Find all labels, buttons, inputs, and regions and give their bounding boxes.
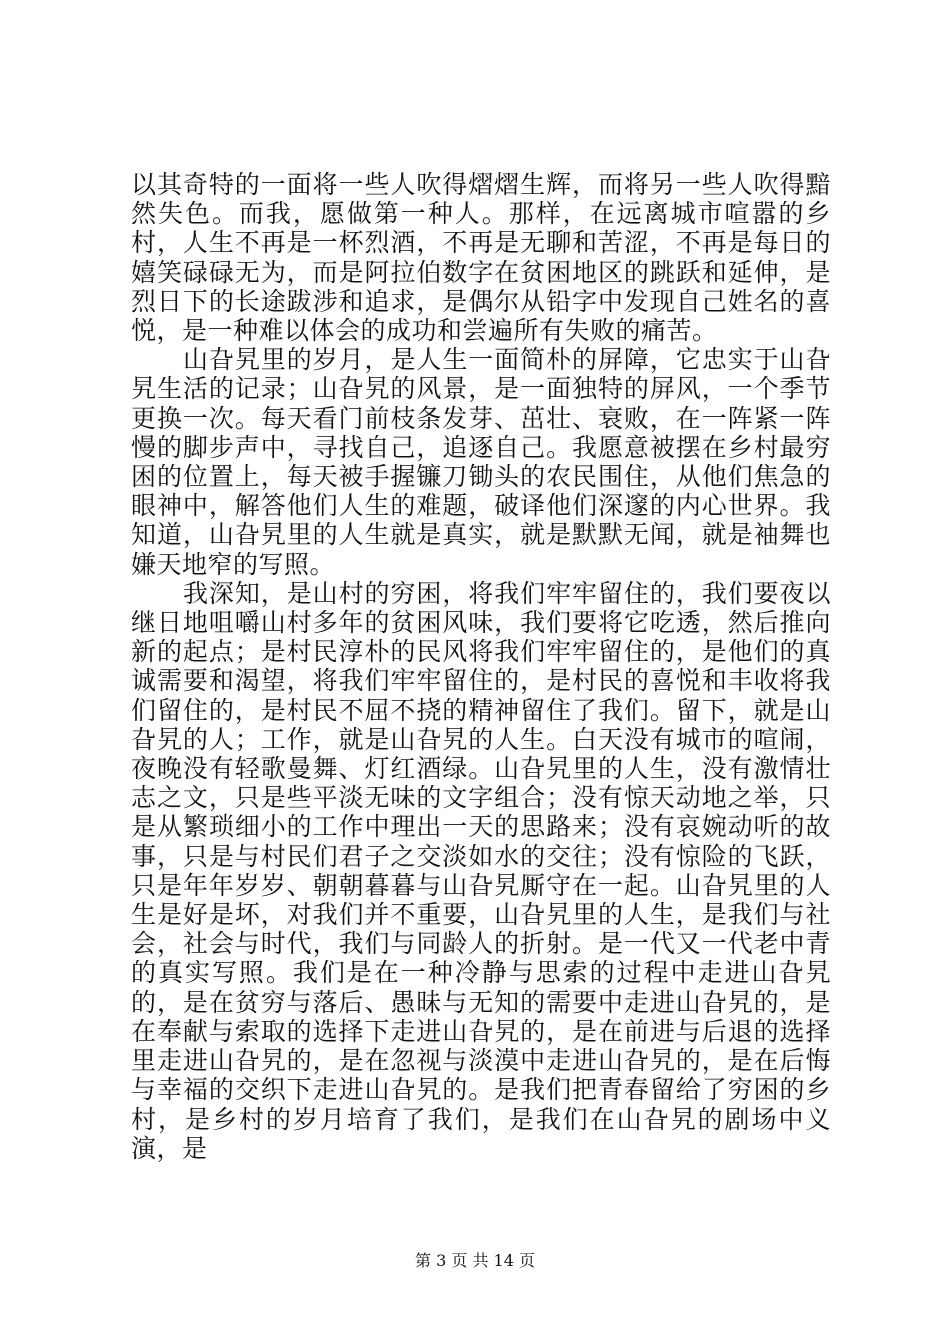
body-text [131, 170, 831, 1163]
page-footer: 第 3 页 共 14 页 [415, 1251, 535, 1270]
paragraph-1: 以其奇特的一面将一些人吹得熠熠生辉，而将另一些人吹得黯然失色。而我，愿做第一种人。那样，在远离城市喧嚣的乡村，人生不再是一杯烈酒，不再是无聊和苦涩，不再是每日的嬉笑碌碌无为，而是阿拉伯数字在贫困地区的跳跃和延伸，是烈日下的长途跋涉和追求，是偶尔从铅字中发现自己姓名的喜悦，是一种难以体会的成功和尝遍所有失败的痛苦。 [131, 170, 831, 346]
paragraph-3: 我深知，是山村的穷困，将我们牢牢留住的，我们要夜以继日地咀嚼山村多年的贫困风味，我们要将它吃透，然后推向新的起点；是村民淳朴的民风将我们牢牢留住的，是他们的真诚需要和渴望，将我们牢牢留住的，是村民的喜悦和丰收将我们留住的，是村民不屈不挠的精神留住了我们。留下，就是山旮旯的人；工作，就是山旮旯的人生。白天没有城市的喧闹，夜晚没有轻歌曼舞、灯红酒绿。山旮旯里的人生，没有激情壮志之文，只是些平淡无味的文字组合；没有惊天动地之举，只是从繁琐细小的工作中理出一天的思路来；没有哀婉动听的故事，只是与村民们君子之交淡如水的交往；没有惊险的飞跃，只是年年岁岁、朝朝暮暮与山旮旯厮守在一起。山旮旯里的人生是好是坏，对我们并不重要，山旮旯里的人生，是我们与社会，社会与时代，我们与同龄人的折射。是一代又一代老中青的真实写照。我们是在一种冷静与思索的过程中走进山旮旯的，是在贫穷与落后、愚昧与无知的需要中走进山旮旯的，是在奉献与索取的选择下走进山旮旯的，是在前进与后退的选择里走进山旮旯的，是在忽视与淡漠中走进山旮旯的，是在后悔与幸福的交织下走进山旮旯的。是我们把青春留给了穷困的乡村，是乡村的岁月培育了我们，是我们在山旮旯的剧场中义演，是 [131, 578, 831, 1163]
paragraph-2: 山旮旯里的岁月，是人生一面简朴的屏障，它忠实于山旮旯生活的记录；山旮旯的风景，是一面独特的屏风，一个季节更换一次。每天看门前枝条发芽、茁壮、衰败，在一阵紧一阵慢的脚步声中，寻找自己，追逐自己。我愿意被摆在乡村最穷困的位置上，每天被手握镰刀锄头的农民围住，从他们焦急的眼神中，解答他们人生的难题，破译他们深邃的内心世界。我知道，山旮旯里的人生就是真实，就是默默无闻，就是袖舞也嫌天地窄的写照。 [131, 345, 831, 579]
